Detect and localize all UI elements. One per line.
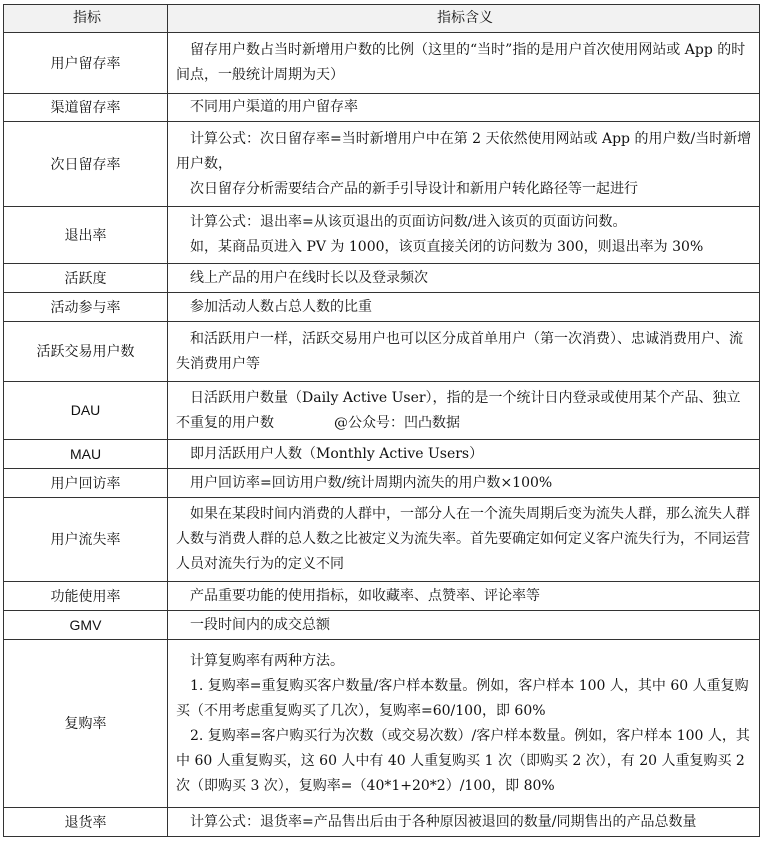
header-meaning: 指标含义	[168, 5, 760, 33]
metric-name: 退货率	[4, 808, 168, 837]
table-row	[4, 440, 760, 469]
metric-description	[168, 640, 760, 808]
table-row	[4, 293, 760, 322]
metric-description	[168, 94, 760, 122]
table-row	[4, 469, 760, 498]
description-line: 留存用户数占当时新增用户数的比例（这里的“当时”指的是用户首次使用网站或 App 的时间点，一般统计周期为天）	[176, 42, 746, 83]
description-line: 2. 复购率=客户购买行为次数（或交易次数）/客户样本数量。例如，客户样本 100 人，其中 60 人重复购买，这 60 人中有 40 人重复购买 1 次（即购买 2 次），有 20 人重复购买 2 次（即购买 3 次），复购率=（40*1+20*2）/100，即 80%	[176, 727, 750, 794]
metric-name: 退出率	[4, 207, 168, 264]
metric-name: 用户留存率	[4, 33, 168, 94]
metric-description	[168, 611, 760, 640]
table-row	[4, 611, 760, 640]
table-row	[4, 582, 760, 611]
metric-name: 用户流失率	[4, 498, 168, 582]
metric-name: DAU	[4, 382, 168, 440]
metric-description	[168, 264, 760, 293]
description-line: 不同用户渠道的用户留存率	[190, 99, 358, 115]
table-row	[4, 33, 760, 94]
description-line: 线上产品的用户在线时长以及登录频次	[190, 269, 428, 286]
description-line	[176, 386, 754, 436]
metric-name: MAU	[4, 440, 168, 469]
metric-description	[168, 582, 760, 611]
metric-description	[168, 122, 760, 207]
metric-description	[168, 469, 760, 498]
metric-name: 活动参与率	[4, 293, 168, 322]
watermark-note: @公众号：凹凸数据	[334, 414, 460, 431]
table-row	[4, 382, 760, 440]
metric-description	[168, 440, 760, 469]
description-line: 计算公式：退出率=从该页退出的页面访问数/进入该页的页面访问数。	[190, 214, 627, 230]
metric-description	[168, 33, 760, 94]
metric-name: GMV	[4, 611, 168, 640]
header-row	[4, 5, 760, 33]
description-line: 一段时间内的成交总额	[190, 616, 330, 633]
metric-name: 功能使用率	[4, 582, 168, 611]
description-line: 和活跃用户一样，活跃交易用户也可以区分成首单用户（第一次消费）、忠诚消费用户、流失消费用户等	[176, 330, 743, 372]
metric-description	[168, 382, 760, 440]
description-line: 计算公式：次日留存率=当时新增用户中在第 2 天依然使用网站或 App 的用户数/当时新增用户数，	[176, 130, 752, 172]
metric-description	[168, 322, 760, 382]
description-line: 即月活跃用户人数（Monthly Active Users）	[190, 445, 484, 462]
description-text: 日活跃用户数量（Daily Active User），指的是一个统计日内登录或使用某个产品、独立不重复的用户数	[176, 389, 741, 431]
table-row	[4, 322, 760, 382]
table-row	[4, 94, 760, 122]
metric-name: 渠道留存率	[4, 94, 168, 122]
metric-name: 活跃度	[4, 264, 168, 293]
description-line: 用户回访率=回访用户数/统计周期内流失的用户数×100%	[190, 474, 553, 491]
header-metric: 指标	[4, 5, 168, 33]
metric-description	[168, 207, 760, 264]
metric-description	[168, 808, 760, 837]
metric-description	[168, 293, 760, 322]
metrics-table	[3, 4, 760, 837]
table-row	[4, 640, 760, 808]
description-line: 计算复购率有两种方法。	[190, 652, 344, 669]
metric-name: 用户回访率	[4, 469, 168, 498]
description-line: 次日留存分析需要结合产品的新手引导设计和新用户转化路径等一起进行	[190, 180, 638, 197]
description-line: 参加活动人数占总人数的比重	[190, 298, 372, 315]
description-line: 如，某商品页进入 PV 为 1000，该页直接关闭的访问数为 300，则退出率为 30%	[190, 239, 704, 255]
table-row	[4, 498, 760, 582]
table-row	[4, 207, 760, 264]
table-row	[4, 122, 760, 207]
description-line: 如果在某段时间内消费的人群中，一部分人在一个流失周期后变为流失人群，那么流失人群人数与消费人群的总人数之比被定义为流失率。首先要确定如何定义客户流失行为，不同运营人员对流失行为的定义不同	[176, 506, 750, 572]
metric-name: 活跃交易用户数	[4, 322, 168, 382]
table-row	[4, 808, 760, 837]
description-line: 产品重要功能的使用指标，如收藏率、点赞率、评论率等	[190, 587, 540, 604]
description-line: 1. 复购率=重复购买客户数量/客户样本数量。例如，客户样本 100 人，其中 60 人重复购买（不用考虑重复购买了几次），复购率=60/100，即 60%	[176, 677, 749, 719]
description-line: 计算公式：退货率=产品售出后由于各种原因被退回的数量/同期售出的产品总数量	[190, 813, 697, 830]
metric-name: 复购率	[4, 640, 168, 808]
table-row	[4, 264, 760, 293]
metric-name: 次日留存率	[4, 122, 168, 207]
metric-description	[168, 498, 760, 582]
